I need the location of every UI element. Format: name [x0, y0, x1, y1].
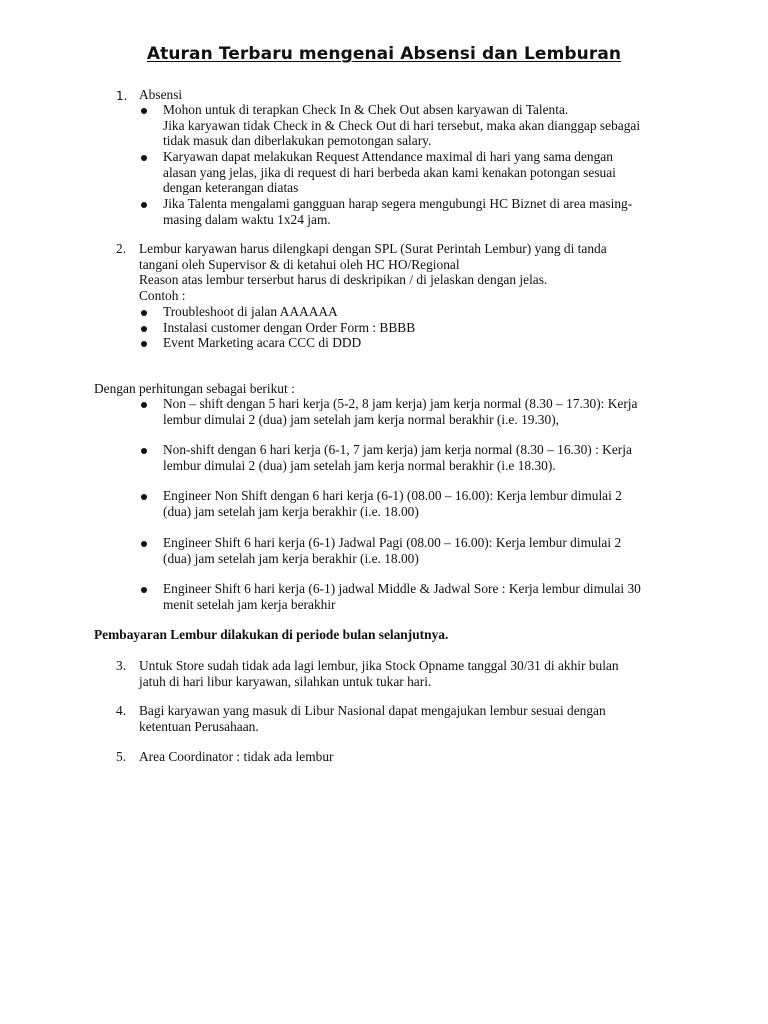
text-line: Untuk Store sudah tidak ada lagi lembur, jika Stock Opname tanggal 30/31 di akhir bulan [139, 658, 619, 673]
section-1-bullet-1 [163, 102, 640, 149]
text-line: Jika Talenta mengalami gangguan harap segera mengubungi HC Biznet di area masing- [163, 196, 633, 211]
calc-item-3 [163, 488, 622, 519]
payment-note: Pembayaran Lembur dilakukan di periode bulan selanjutnya. [94, 627, 449, 642]
section-4-number: 4. [116, 703, 127, 718]
text-line: Lembur karyawan harus dilengkapi dengan SPL (Surat Perintah Lembur) yang di tanda [139, 241, 607, 256]
calc-intro: Dengan perhitungan sebagai berikut : [94, 381, 295, 396]
section-2-number: 2. [116, 241, 127, 256]
text-line: Engineer Shift 6 hari kerja (6-1) Jadwal Pagi (08.00 – 16.00): Kerja lembur dimulai 2 [163, 535, 622, 550]
text-line: Engineer Shift 6 hari kerja (6-1) jadwal Middle & Jadwal Sore : Kerja lembur dimulai 30 [163, 581, 641, 596]
section-5-number: 5. [116, 749, 127, 764]
section-1-bullet-3 [163, 196, 632, 227]
text-line: dengan keterangan diatas [163, 180, 299, 196]
bullet-icon [141, 108, 147, 114]
bullet-icon [141, 310, 147, 316]
text-line: lembur dimulai 2 (dua) jam setelah jam kerja normal berakhir (i.e 18.30). [163, 457, 556, 473]
text-line: Mohon untuk di terapkan Check In & Chek Out absen karyawan di Talenta. [163, 102, 569, 117]
example-item-3: Event Marketing acara CCC di DDD [163, 335, 362, 350]
bullet-icon [141, 202, 147, 208]
text-line: masing dalam waktu 1x24 jam. [163, 211, 331, 227]
text-line: menit setelah jam kerja berakhir [163, 596, 336, 612]
text-line: Reason atas lembur terserbut harus di deskripikan / di jelaskan dengan jelas. [139, 272, 548, 288]
section-1-heading: Absensi [139, 87, 183, 102]
text-line: ketentuan Perusahaan. [139, 718, 259, 734]
page-title: Aturan Terbaru mengenai Absensi dan Lemburan [146, 44, 622, 64]
text-line: jatuh di hari libur karyawan, silahkan untuk tukar hari. [139, 673, 432, 689]
example-item-1: Troubleshoot di jalan AAAAAA [163, 304, 338, 319]
text-line: (dua) jam setelah jam kerja berakhir (i.e. 18.00) [163, 503, 419, 519]
text-line: Non-shift dengan 6 hari kerja (6-1, 7 jam kerja) jam kerja normal (8.30 – 16.30) : Kerja [163, 442, 632, 457]
section-5-text: Area Coordinator : tidak ada lembur [139, 749, 334, 764]
bullet-icon [141, 341, 147, 347]
section-3-number: 3. [116, 658, 127, 673]
bullet-icon [141, 155, 147, 161]
text-line: tangani oleh Supervisor & di ketahui oleh HC HO/Regional [139, 256, 460, 272]
text-line: lembur dimulai 2 (dua) jam setelah jam kerja normal berakhir (i.e. 19.30), [163, 411, 560, 427]
bullet-icon [141, 494, 147, 500]
section-4-text [139, 703, 606, 734]
section-3-text [139, 658, 619, 689]
text-line: alasan yang jelas, jika di request di hari berbeda akan kami kenakan potongan sesuai [163, 164, 616, 180]
text-line: Non – shift dengan 5 hari kerja (5-2, 8 jam kerja) jam kerja normal (8.30 – 17.30): Kerja [163, 396, 638, 411]
text-line: tidak masuk dan diberlakukan pemotongan salary. [163, 133, 432, 149]
bullet-icon [141, 402, 147, 408]
bullet-icon [141, 448, 147, 454]
bullet-icon [141, 587, 147, 593]
bullet-icon [141, 541, 147, 547]
text-line: Karyawan dapat melakukan Request Attendance maximal di hari yang sama dengan [163, 149, 613, 164]
bullet-icon [141, 326, 147, 332]
section-1-bullet-2 [163, 149, 616, 196]
section-2-text [139, 241, 607, 303]
calc-item-2 [163, 442, 632, 473]
text-line: Bagi karyawan yang masuk di Libur Nasional dapat mengajukan lembur sesuai dengan [139, 703, 606, 718]
text-line: (dua) jam setelah jam kerja berakhir (i.e. 18.00) [163, 550, 419, 566]
example-item-2: Instalasi customer dengan Order Form : BBBB [163, 320, 416, 335]
calc-item-4 [163, 535, 621, 566]
text-line: Contoh : [139, 287, 186, 303]
calc-item-1 [163, 396, 637, 427]
text-line: Jika karyawan tidak Check in & Check Out di hari tersebut, maka akan dianggap sebagai [163, 117, 641, 133]
text-line: Engineer Non Shift dengan 6 hari kerja (6-1) (08.00 – 16.00): Kerja lembur dimulai 2 [163, 488, 622, 503]
section-1-number: 1. [116, 89, 128, 103]
calc-item-5 [163, 581, 641, 612]
